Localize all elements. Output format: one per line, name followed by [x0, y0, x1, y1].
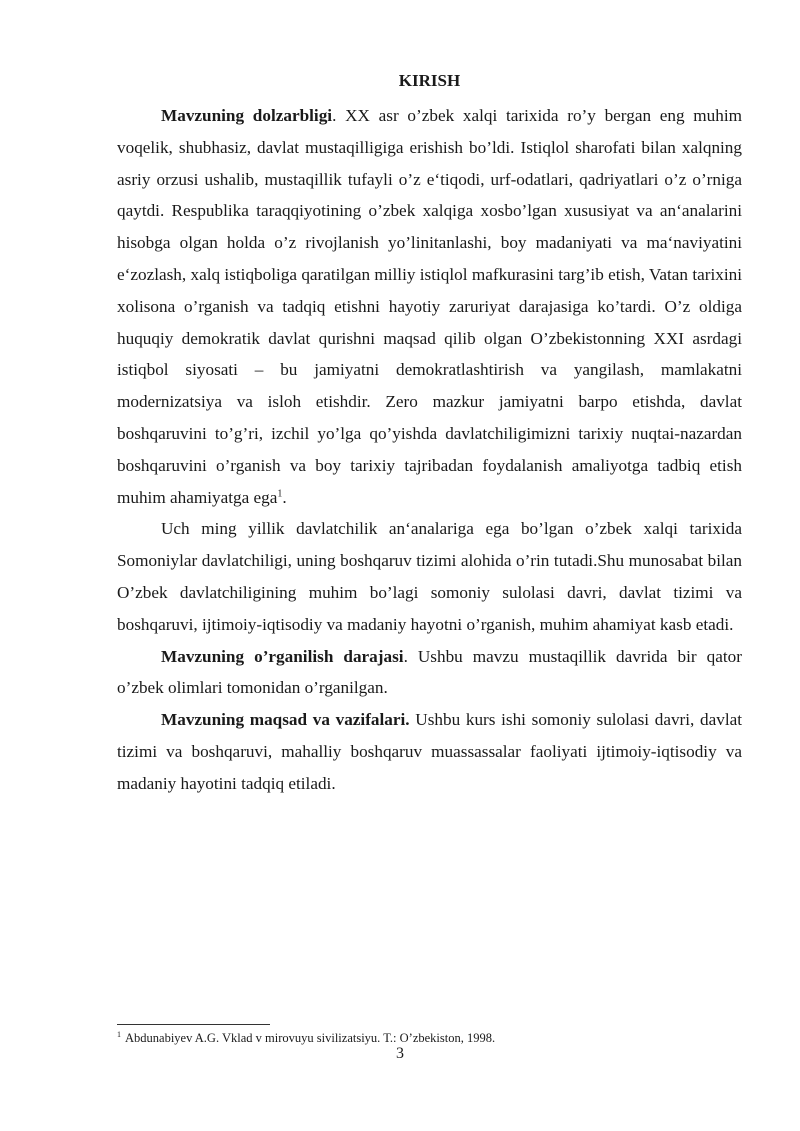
paragraph-lead: Mavzuning maqsad va vazifalari.: [161, 710, 410, 730]
paragraph-text: Ushbu kurs ishi somoniy sulolasi davri, davlat tizimi va boshqaruvi, mahalliy boshqaruv muassassalar faoliyati ijtimoiy-iqtisodiy va madaniy hayotini tadqiq etiladi.: [117, 710, 743, 793]
paragraph-tail: .: [282, 487, 287, 507]
page-number: 3: [396, 1045, 404, 1062]
page-title: KIRISH: [398, 71, 461, 90]
paragraph-lead: Mavzuning dolzarbligi: [161, 106, 333, 125]
footnote-marker: 1: [117, 1029, 121, 1039]
paragraph-text: . XX asr o’zbek xalqi tarixida ro’y bergan eng muhim voqelik, shubhasiz, davlat mustaqilligiga erishish bo’ldi. Istiqlol sharofati bilan xalqning asriy orzusi ushalib, mustaqillik tufayli o’z e‘tiqodi, urf-odatlari, qadriyatlari o’z o’rniga qaytdi. Respublika taraqqiyotining o’zbek xalqiga xosbo’lgan xususiyat va an‘analarini hisobga olgan holda o’z rivojlanish yo’linitanlashi, boy madaniyati va ma‘naviyatini e‘zozlash, xalq istiqboliga qaratilgan milliy istiqlol mafkurasini targ’ib etish, Vatan tarixini xolisona o’rganish va tadqiq etishni hayotiy zaruriyat darajasiga ko’tardi. O’z oldiga huquqiy demokratik davlat qurishni maqsad qilib olgan O’zbekistonning XXI asrdagi istiqbol siyosati – bu jamiyatni demokratlashtirish va yangilash, mamlakatni modernizatsiya va isloh etishdir. Zero mazkur jamiyatni barpo etishda, davlat boshqaruvini to’g’ri, izchil yo’lga qo’yishda davlatchiligimizni tarixiy nuqtai-nazardan boshqaruvini o’rganish va boy tarixiy tajribadan foydalanish amaliyotga tadbiq etish muhim ahamiyatga ega: [117, 106, 743, 507]
paragraph-text: . Ushbu mavzu mustaqillik davrida bir qator o’zbek olimlari tomonidan o’rganilgan.: [117, 646, 742, 698]
footnote-text: Abdunabiyev A.G. Vklad v mirovuyu sivilizatsiyu. T.: O’zbekiston, 1998.: [125, 1031, 496, 1045]
footnote-reference[interactable]: 1: [277, 487, 283, 499]
document-page: [117, 70, 742, 800]
footnote-divider: [117, 1024, 270, 1025]
paragraph-lead: Mavzuning o’rganilish darajasi: [161, 646, 404, 666]
paragraph-text: Uch ming yillik davlatchilik an‘analariga ega bo’lgan o’zbek xalqi tarixida Somoniylar davlatchiligi, uning boshqaruv tizimi alohida o’rin tutadi.Shu munosabat bilan O’zbek davlatchiligining muhim bo’lagi somoniy sulolasi davri, davlat tizimi va boshqaruvi, ijtimoiy-iqtisodiy va madaniy hayotni o’rganish, muhim ahamiyat kasb etadi.: [117, 519, 742, 634]
paragraph-study-level: [117, 641, 742, 705]
paragraph-relevance: [117, 100, 742, 513]
paragraph-somonids: [117, 513, 742, 640]
paragraph-goals: [117, 704, 742, 799]
